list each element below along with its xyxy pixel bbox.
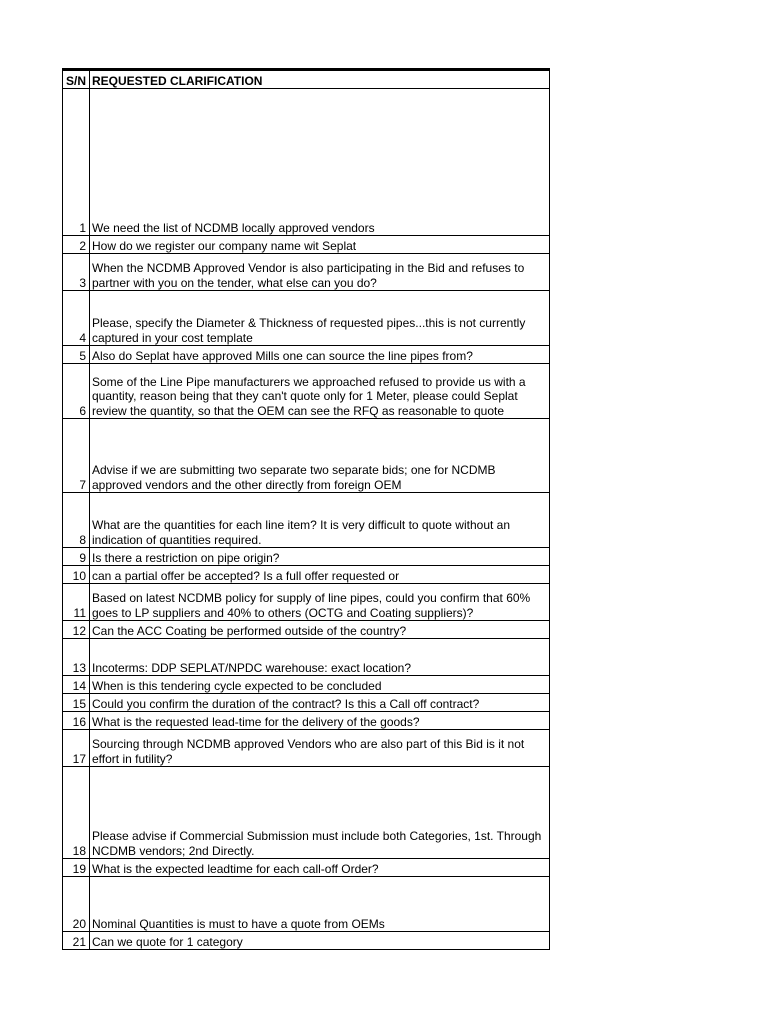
row-number: 13 [63,639,90,676]
row-number: 4 [63,291,90,346]
clarification-text: Is there a restriction on pipe origin? [90,548,550,566]
row-number: 14 [63,676,90,694]
row-number: 11 [63,584,90,621]
clarification-text: We need the list of NCDMB locally approved vendors [90,89,550,236]
row-number: 6 [63,364,90,419]
table-row [63,694,550,712]
row-number: 10 [63,566,90,584]
table-row [63,767,550,859]
table-row [63,639,550,676]
table-row [63,859,550,877]
row-number: 9 [63,548,90,566]
row-number: 16 [63,712,90,730]
row-number: 20 [63,877,90,932]
clarification-text: can a partial offer be accepted? Is a full offer requested or [90,566,550,584]
header-row [63,70,550,89]
row-number: 5 [63,346,90,364]
table-row [63,676,550,694]
clarification-text: Advise if we are submitting two separate two separate bids; one for NCDMB approved vendors and the other directly from foreign OEM [90,419,550,493]
row-number: 7 [63,419,90,493]
clarification-text: Incoterms: DDP SEPLAT/NPDC warehouse: exact location? [90,639,550,676]
clarification-text: Nominal Quantities is must to have a quote from OEMs [90,877,550,932]
clarification-text: Sourcing through NCDMB approved Vendors who are also part of this Bid is it not effort in futility? [90,730,550,767]
clarification-text: Please, specify the Diameter & Thickness of requested pipes...this is not currently captured in your cost template [90,291,550,346]
table-row [63,493,550,548]
table-row [63,566,550,584]
row-number: 1 [63,89,90,236]
clarification-table [62,68,550,950]
clarification-header: REQUESTED CLARIFICATION [90,70,550,89]
table-row [63,346,550,364]
table-row [63,419,550,493]
table-row [63,730,550,767]
clarification-text: Please advise if Commercial Submission must include both Categories, 1st. Through NCDMB vendors; 2nd Directly. [90,767,550,859]
clarification-text: How do we register our company name wit Seplat [90,236,550,254]
row-number: 15 [63,694,90,712]
row-number: 2 [63,236,90,254]
table-row [63,932,550,950]
clarification-text: Based on latest NCDMB policy for supply of line pipes, could you confirm that 60% goes to LP suppliers and 40% to others (OCTG and Coating suppliers)? [90,584,550,621]
clarification-text: What is the expected leadtime for each call-off Order? [90,859,550,877]
table-row [63,621,550,639]
row-number: 19 [63,859,90,877]
clarification-text: Can the ACC Coating be performed outside of the country? [90,621,550,639]
clarification-text: Could you confirm the duration of the contract? Is this a Call off contract? [90,694,550,712]
clarification-text: Can we quote for 1 category [90,932,550,950]
table-row [63,712,550,730]
table-row [63,291,550,346]
clarification-sheet [62,68,550,950]
table-row [63,364,550,419]
row-number: 3 [63,254,90,291]
row-number: 21 [63,932,90,950]
clarification-text: When is this tendering cycle expected to be concluded [90,676,550,694]
clarification-text: When the NCDMB Approved Vendor is also participating in the Bid and refuses to partner with you on the tender, what else can you do? [90,254,550,291]
table-row [63,254,550,291]
clarification-text: What is the requested lead-time for the delivery of the goods? [90,712,550,730]
row-number: 12 [63,621,90,639]
table-row [63,89,550,236]
sn-header: S/N [63,70,90,89]
row-number: 17 [63,730,90,767]
row-number: 18 [63,767,90,859]
clarification-text: Some of the Line Pipe manufacturers we approached refused to provide us with a quantity, reason being that they can't quote only for 1 Meter, please could Seplat review the quantity, so that the OEM can see the RFQ as reasonable to quote [90,364,550,419]
table-row [63,548,550,566]
table-row [63,584,550,621]
table-row [63,877,550,932]
clarification-text: What are the quantities for each line item? It is very difficult to quote without an indication of quantities required. [90,493,550,548]
table-row [63,236,550,254]
clarification-text: Also do Seplat have approved Mills one can source the line pipes from? [90,346,550,364]
row-number: 8 [63,493,90,548]
